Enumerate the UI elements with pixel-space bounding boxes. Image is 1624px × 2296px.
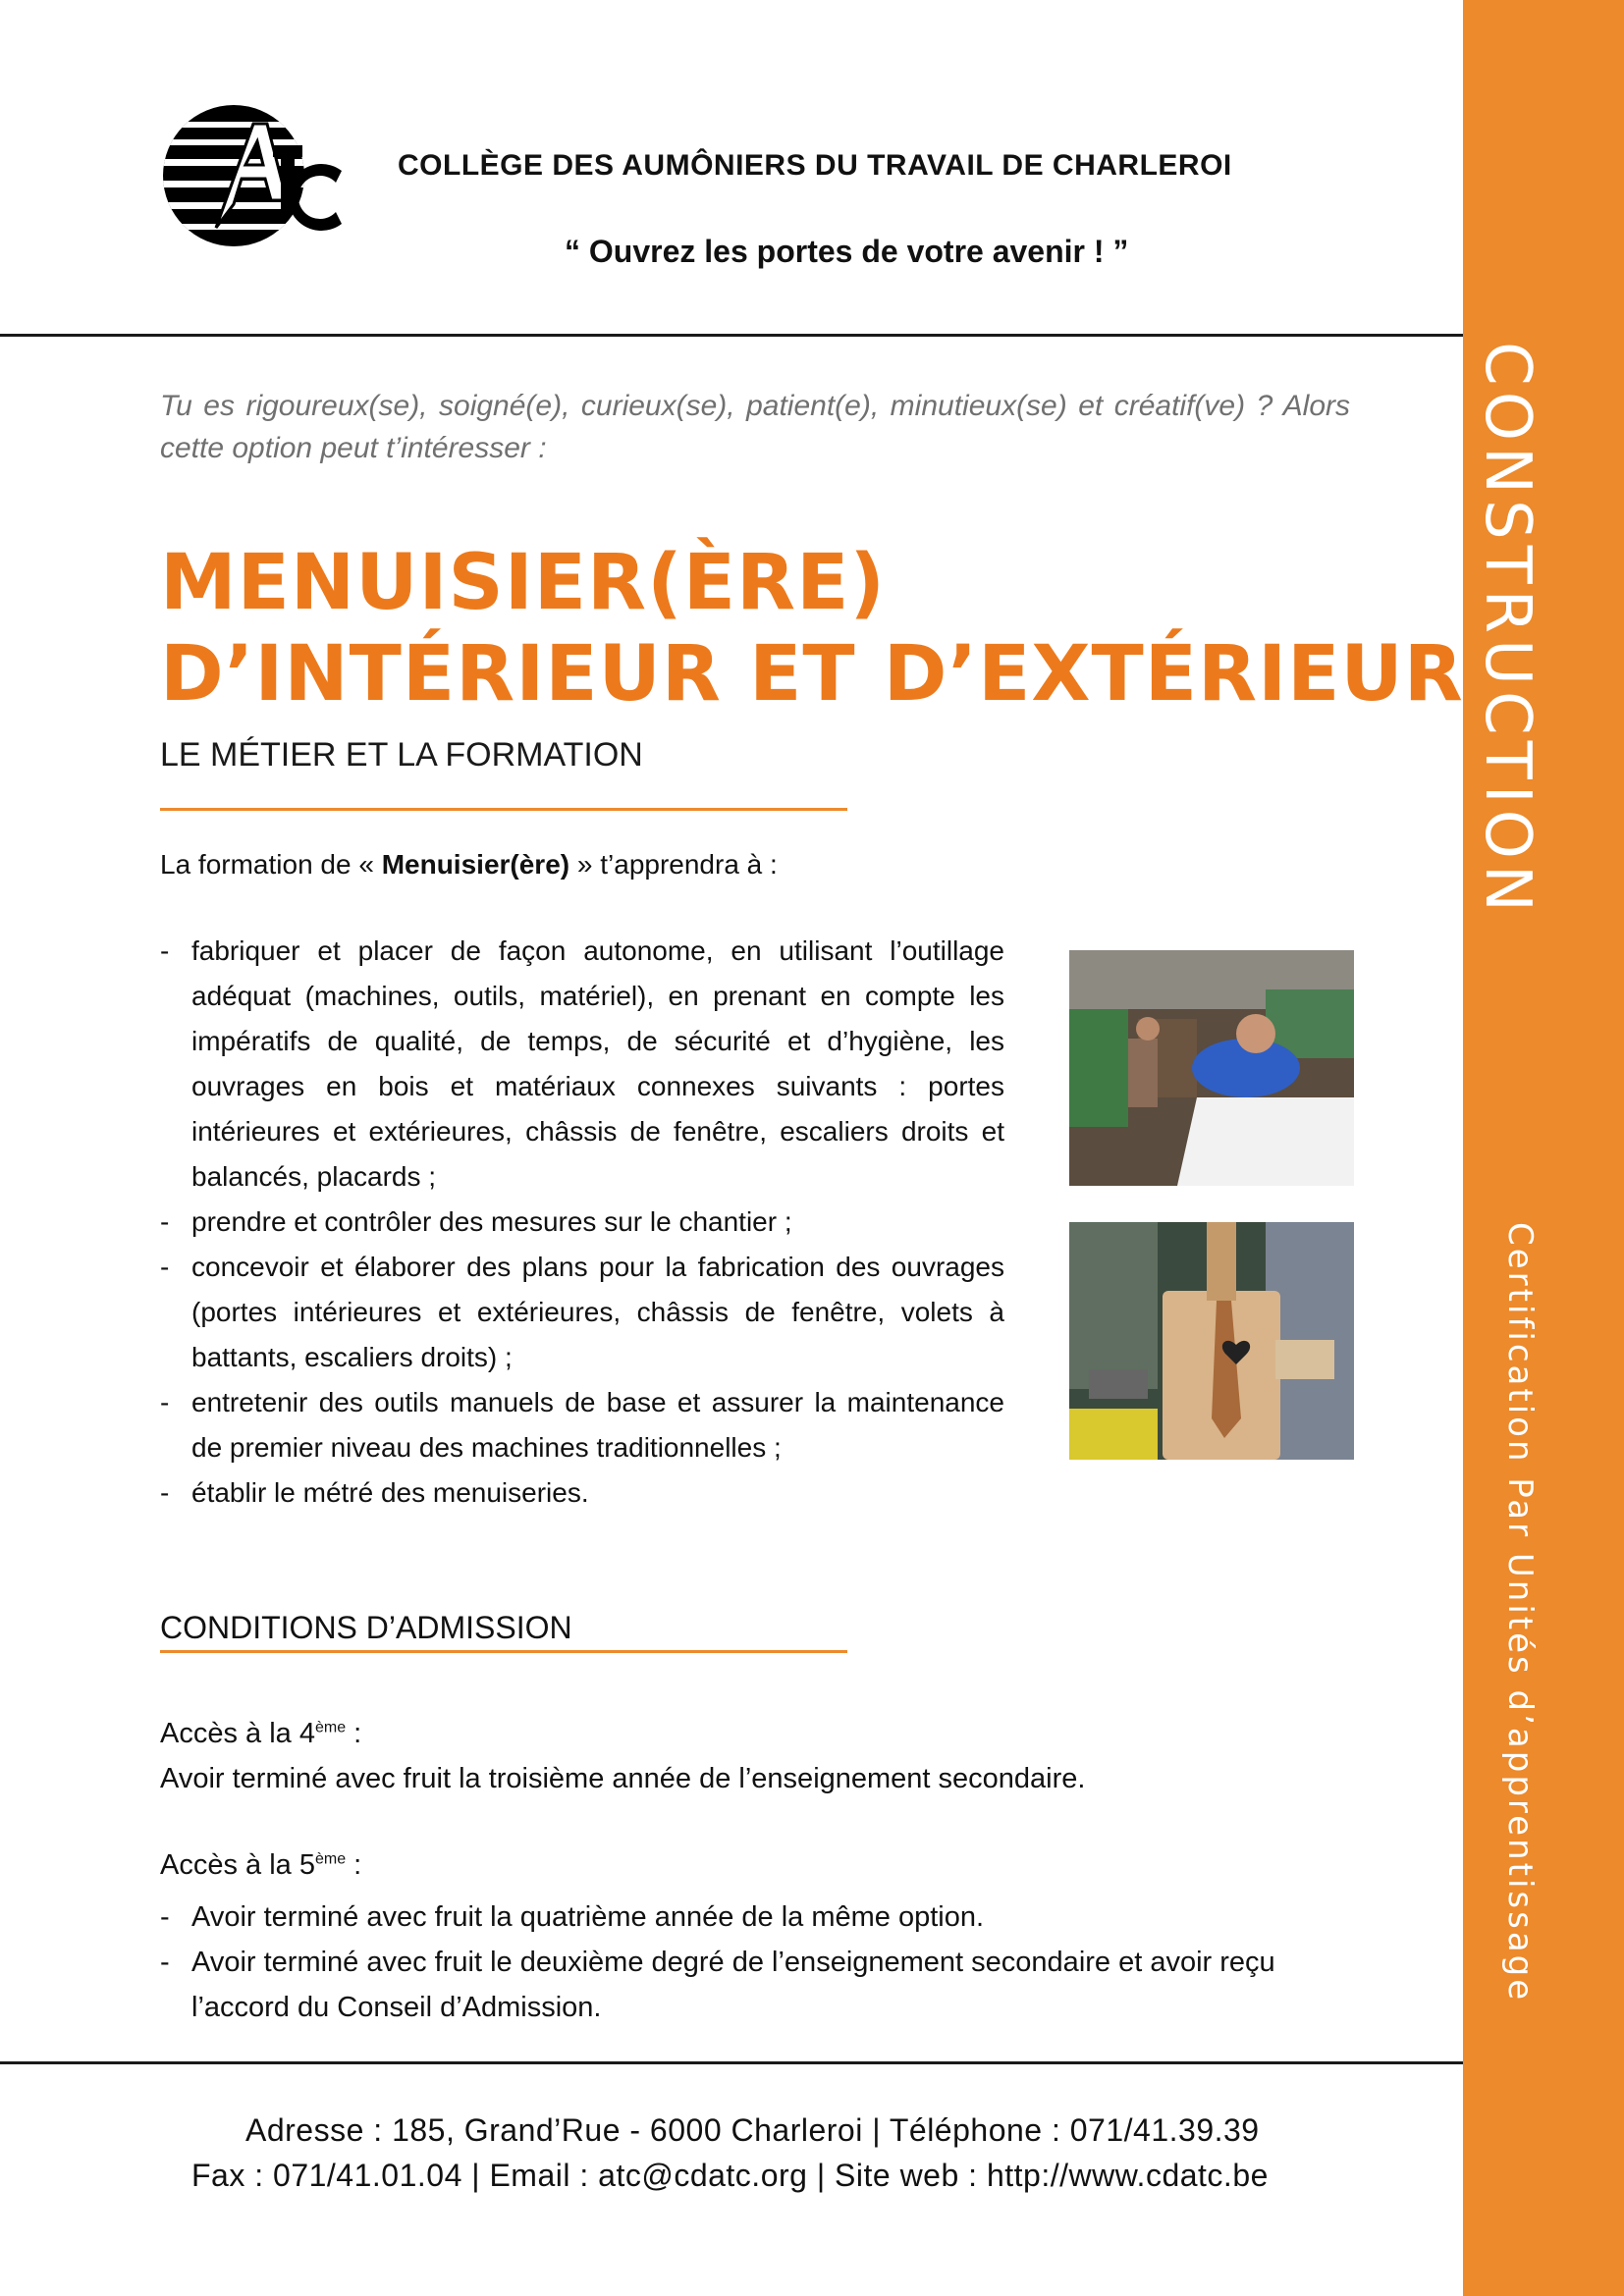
admission-title: CONDITIONS D’ADMISSION [160,1610,572,1645]
access-5-list [160,1895,1338,2030]
list-item: - prendre et contrôler des mesures sur le chantier ; [160,1206,792,1237]
list-item: - établir le métré des menuiseries. [160,1477,589,1508]
list-item: - Avoir terminé avec fruit le deuxième degré de l’enseignement secondaire et avoir reçu l’accord du Conseil d’Admission. [160,1947,1275,2023]
footer-contact: Fax : 071/41.01.04 | Email : atc@cdatc.org | Site web : http://www.cdatc.be [191,2158,1269,2193]
skills-list [160,929,1004,1516]
title-line-1: MENUISIER(ÈRE) [160,539,887,627]
admission-underline [160,1650,847,1653]
workshop-photo [1069,950,1354,1186]
list-item: - entretenir des outils manuels de base et assurer la maintenance de premier niveau des machines traditionnelles ; [160,1387,1004,1463]
intro-text: Tu es rigoureux(se), soigné(e), curieux(se), patient(e), minutieux(se) et créatif(ve) ? Alors cette option peut t’intéresser : [160,390,1350,464]
lead-before: La formation de « [160,849,382,880]
list-item: - concevoir et élaborer des plans pour la fabrication des ouvrages (portes intérieures et extérieures, châssis de fenêtre, volets à battants, escaliers droits) ; [160,1252,1004,1372]
woodwork-photo [1069,1222,1354,1460]
slogan: “ Ouvrez les portes de votre avenir ! ” [565,234,1129,269]
footer-divider [0,2061,1463,2064]
access-5-label: Accès à la 5ème : [160,1849,362,1881]
atc-logo [157,102,348,249]
list-item: - fabriquer et placer de façon autonome, en utilisant l’outillage adéquat (machines, outils, matériel), en prenant en compte les impératifs de qualité, de temps, de sécurité et d’hygiène, les ouvrages en bois et matériaux connexes suivants : portes intérieures et extérieures, châssis de fenêtre, escaliers droits et balancés, placards ; [160,935,1004,1192]
college-name: COLLÈGE DES AUMÔNIERS DU TRAVAIL DE CHARLEROI [398,149,1232,182]
access-4-label: Accès à la 4ème : [160,1718,362,1749]
access-4-text: Avoir terminé avec fruit la troisième année de l’enseignement secondaire. [160,1763,1086,1794]
footer-address: Adresse : 185, Grand’Rue - 6000 Charleroi | Téléphone : 071/41.39.39 [245,2112,1260,2148]
subtitle-underline [160,808,847,811]
lead-text [160,849,778,881]
lead-after: » t’apprendra à : [569,849,778,880]
section-subtitle: LE MÉTIER ET LA FORMATION [160,736,643,774]
title-line-2: D’INTÉRIEUR ET D’EXTÉRIEUR [160,630,1464,719]
page-title [160,538,1464,721]
list-item: - Avoir terminé avec fruit la quatrième année de la même option. [160,1901,985,1933]
category-label: CONSTRUCTION [1471,342,1543,918]
header-divider [0,334,1463,337]
certification-label: Certification Par Unités d’apprentissage [1500,1222,1540,2003]
lead-bold: Menuisier(ère) [381,849,570,880]
